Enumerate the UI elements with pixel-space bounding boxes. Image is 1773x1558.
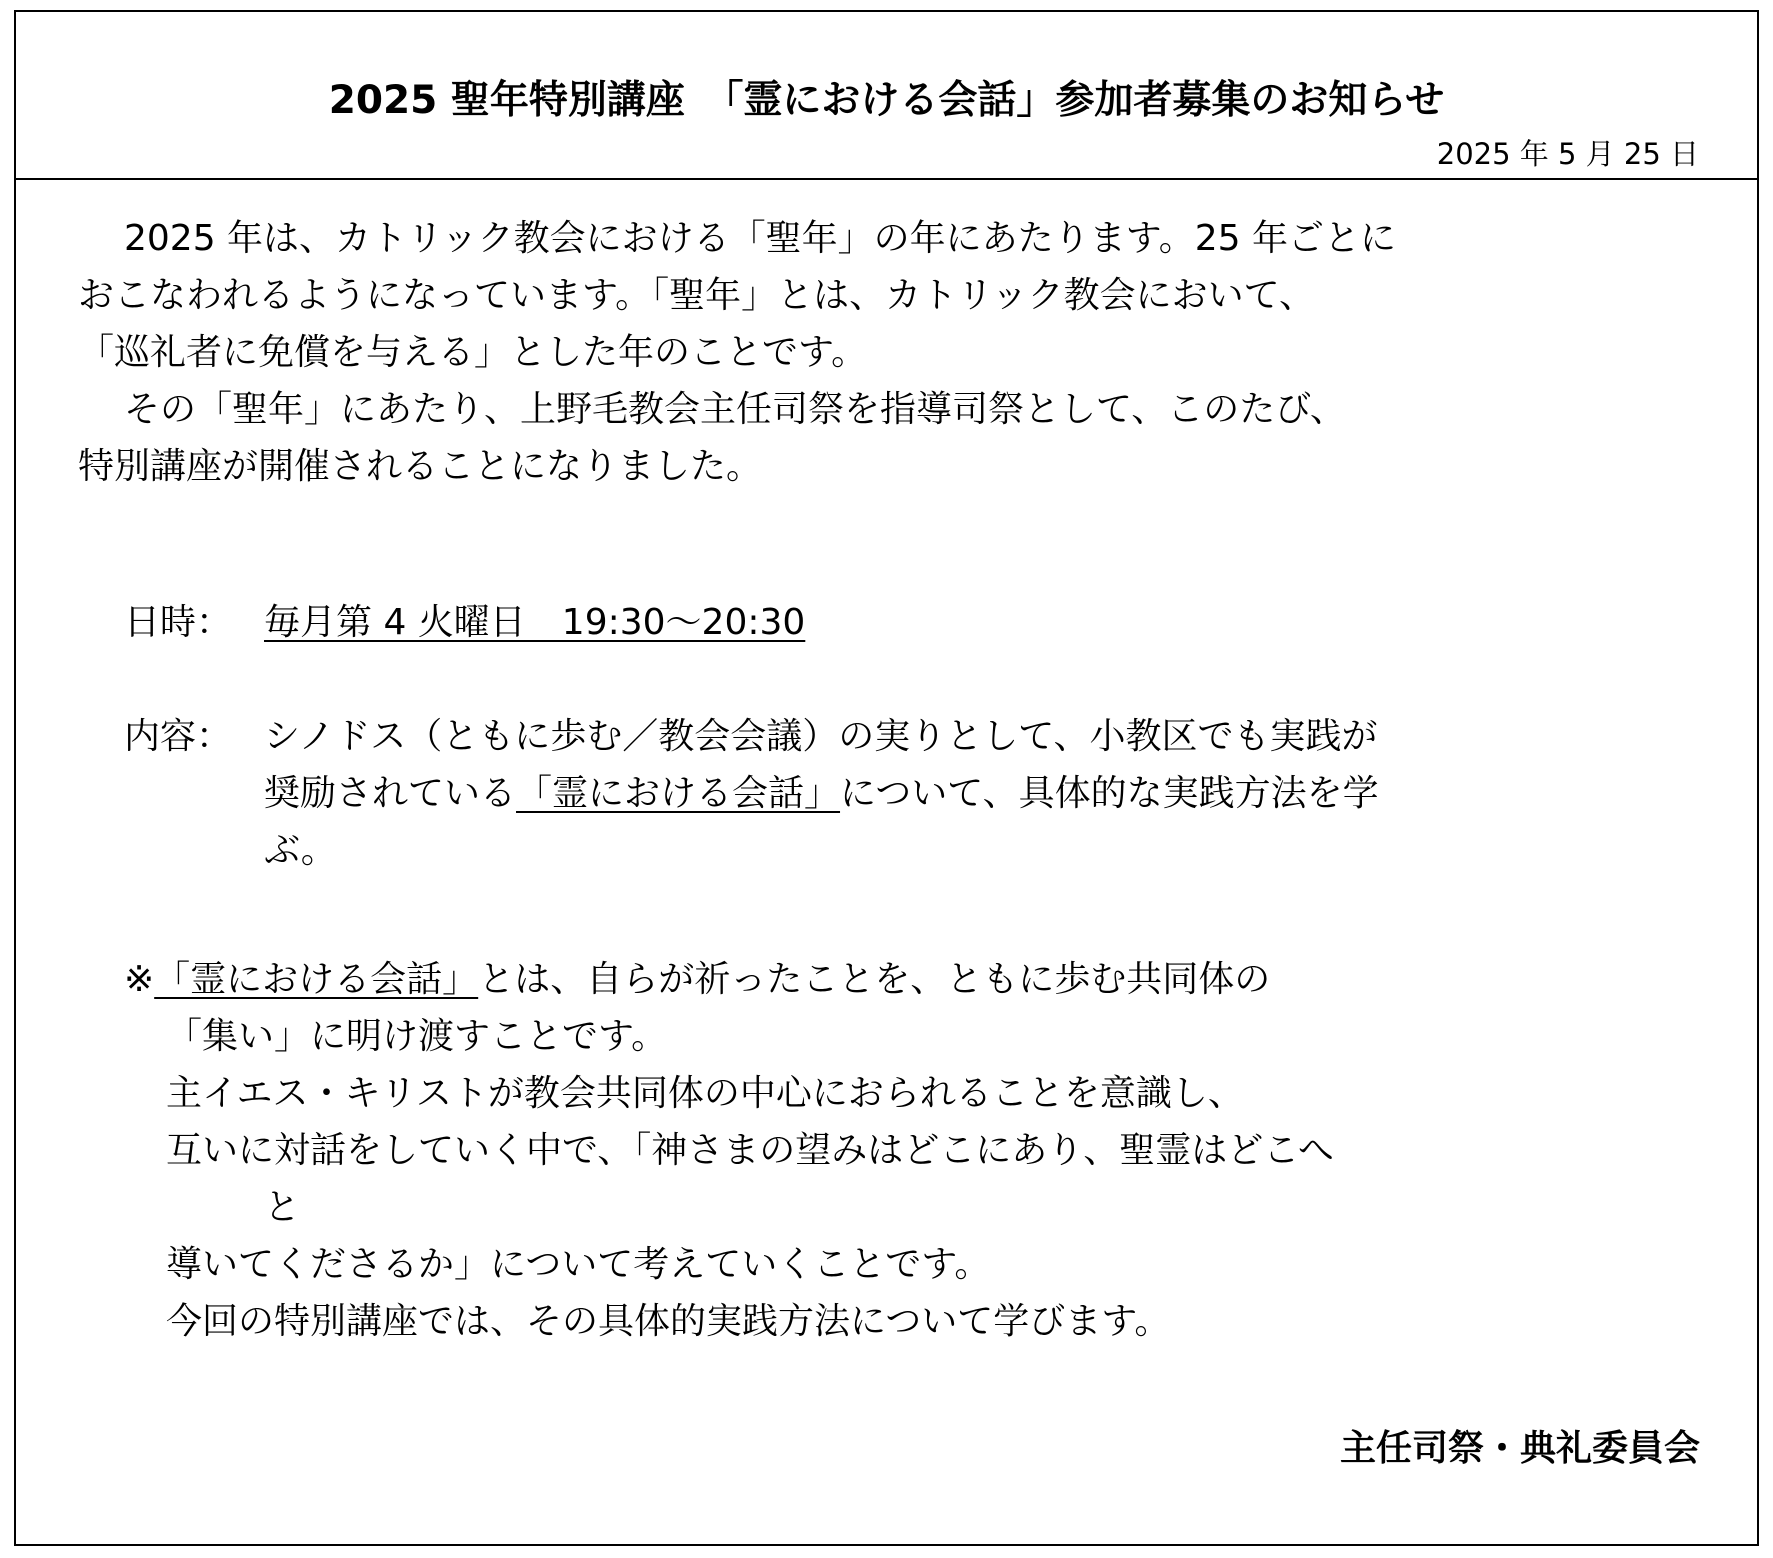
note-line-2: 「集い」に明け渡すことです。 [166, 1016, 668, 1057]
intro-line-1: 2025 年は、カトリック教会における「聖年」の年にあたります。25 年ごとに [124, 218, 1396, 259]
content-line-2-before: 奨励されている [264, 773, 517, 814]
note-line-7: 今回の特別講座では、その具体的実践方法について学びます。 [166, 1301, 1171, 1342]
note-line-1-after: とは、自らが祈ったことを、ともに歩む共同体の [478, 959, 1271, 1000]
content-line-3: ぶ。 [264, 830, 337, 871]
note-mark: ※ [124, 959, 155, 1000]
intro-line-5: 特別講座が開催されることになりました。 [78, 446, 763, 487]
content-line-1: シノドス（ともに歩む／教会会議）の実りとして、小教区でも実践が [264, 716, 1378, 757]
note-line-6: 導いてくださるか」について考えていくことです。 [166, 1244, 991, 1285]
notice-date: 2025 年 5 月 25 日 [1436, 137, 1699, 171]
note-line-3: 主イエス・キリストが教会共同体の中心におられることを意識し、 [166, 1073, 1244, 1114]
notice-title: 2025 聖年特別講座 「霊における会話」参加者募集のお知らせ [328, 78, 1445, 123]
note-spiritual-conversation-highlight: 「霊における会話」 [154, 959, 479, 1000]
note-line-1 [124, 951, 1270, 1008]
content-line-2-after: について、具体的な実践方法を学 [840, 773, 1379, 814]
schedule-value: 毎月第 4 火曜日 19:30〜20:30 [264, 602, 806, 643]
content-label: 内容： [124, 716, 233, 757]
note-line-4: 互いに対話をしていく中で、「神さまの望みはどこにあり、聖霊はどこへ [166, 1130, 1334, 1171]
notice-header [16, 12, 1757, 180]
schedule-label: 日時： [124, 602, 233, 643]
intro-line-2: おこなわれるようになっています。「聖年」とは、カトリック教会において、 [78, 275, 1315, 316]
note-line-5: と [264, 1187, 301, 1228]
signature: 主任司祭・典礼委員会 [1339, 1428, 1700, 1469]
intro-line-3: 「巡礼者に免償を与える」とした年のことです。 [78, 332, 868, 373]
content-line-2 [264, 765, 1379, 822]
content-spiritual-conversation-highlight: 「霊における会話」 [516, 773, 841, 814]
intro-line-4: その「聖年」にあたり、上野毛教会主任司祭を指導司祭として、このたび、 [124, 389, 1346, 430]
